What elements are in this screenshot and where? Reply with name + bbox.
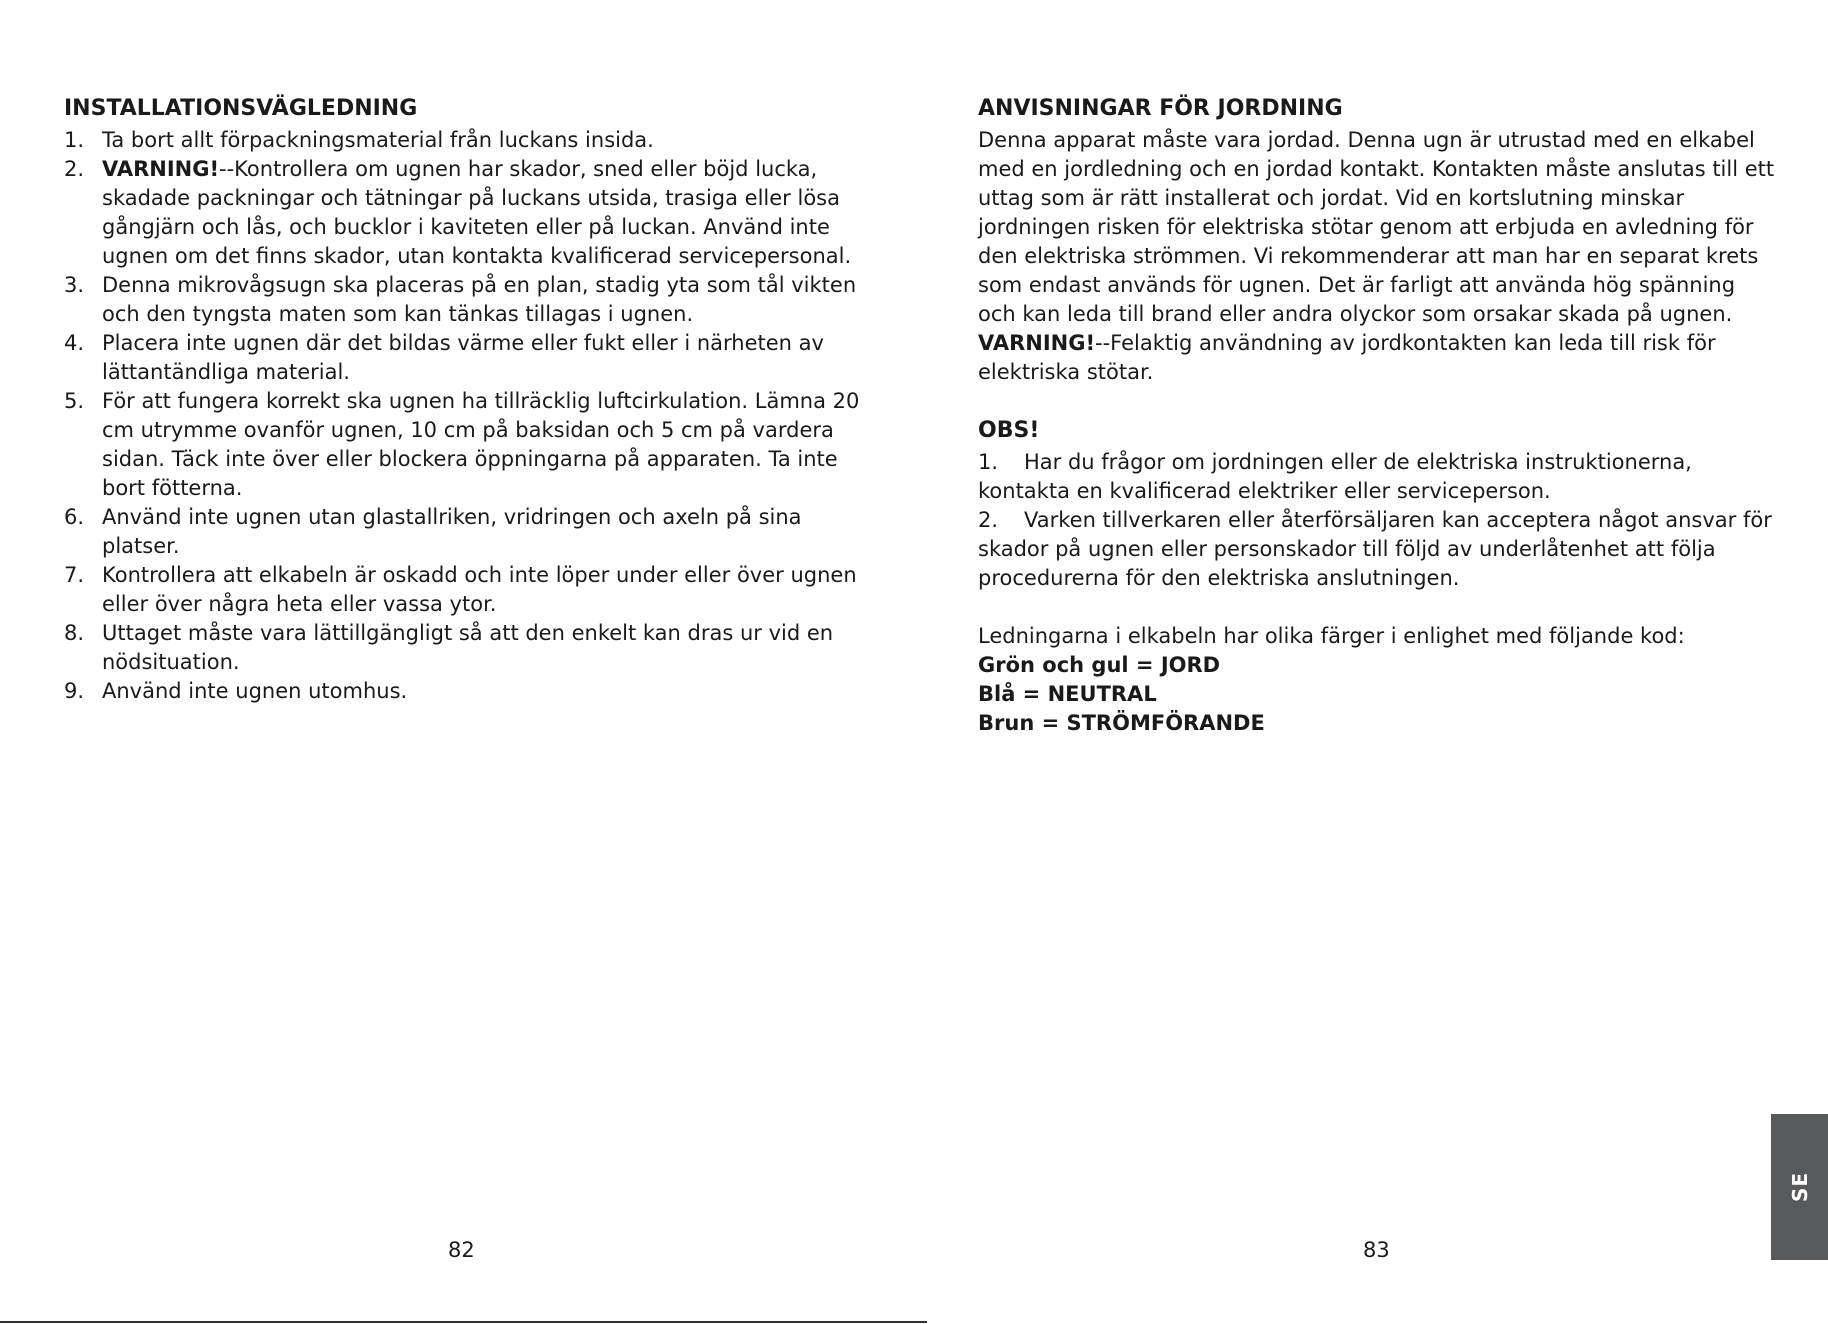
obs-number: 1. bbox=[978, 450, 999, 474]
list-item bbox=[64, 561, 864, 619]
step-number: 1. bbox=[64, 128, 85, 152]
color-code-live: Brun = STRÖMFÖRANDE bbox=[978, 711, 1265, 735]
installation-steps bbox=[64, 126, 864, 706]
right-page bbox=[914, 0, 1828, 1324]
list-item bbox=[64, 126, 864, 155]
installation-guide-section bbox=[64, 94, 864, 706]
step-number: 6. bbox=[64, 505, 85, 529]
language-tab-label: SE bbox=[1787, 1171, 1812, 1203]
warning-label: VARNING! bbox=[978, 331, 1096, 355]
step-text: Denna mikrovågsugn ska placeras på en plan, stadig yta som tål vikten och den tyngsta maten som kan tänkas tillagas i ugnen. bbox=[102, 273, 857, 326]
list-item bbox=[64, 329, 864, 387]
step-text: Använd inte ugnen utomhus. bbox=[102, 679, 408, 703]
step-text: Kontrollera att elkabeln är oskadd och inte löper under eller över ugnen eller över några heta eller vassa ytor. bbox=[102, 563, 857, 616]
grounding-heading: ANVISNINGAR FÖR JORDNING bbox=[978, 96, 1343, 121]
step-text: Använd inte ugnen utan glastallriken, vridringen och axeln på sina platser. bbox=[102, 505, 802, 558]
list-item bbox=[64, 677, 864, 706]
list-item bbox=[978, 448, 1778, 506]
color-code-neutral: Blå = NEUTRAL bbox=[978, 682, 1157, 706]
step-number: 3. bbox=[64, 273, 85, 297]
step-text: Placera inte ugnen där det bildas värme eller fukt eller i närheten av lättantändliga material. bbox=[102, 331, 824, 384]
obs-text: Har du frågor om jordningen eller de elektriska instruktionerna, kontakta en kvalificerad elektriker eller serviceperson. bbox=[978, 450, 1692, 503]
page-number: 83 bbox=[1363, 1238, 1390, 1262]
step-text: Uttaget måste vara lättillgängligt så att den enkelt kan dras ur vid en nödsituation. bbox=[102, 621, 834, 674]
list-item bbox=[64, 271, 864, 329]
obs-heading: OBS! bbox=[978, 418, 1040, 443]
grounding-warning bbox=[978, 329, 1778, 387]
step-number: 8. bbox=[64, 621, 85, 645]
step-number: 4. bbox=[64, 331, 85, 355]
warning-text: --Felaktig användning av jordkontakten kan leda till risk för elektriska stötar. bbox=[978, 331, 1716, 384]
step-text: Ta bort allt förpackningsmaterial från luckans insida. bbox=[102, 128, 654, 152]
warning-label: VARNING! bbox=[102, 157, 220, 181]
installation-heading: INSTALLATIONSVÄGLEDNING bbox=[64, 96, 418, 121]
list-item bbox=[64, 619, 864, 677]
step-text: --Kontrollera om ugnen har skador, sned eller böjd lucka, skadade packningar och tätningar på luckans utsida, trasiga eller lösa gångjärn och lås, och bucklor i kaviteten eller på luckan. Använd inte ugnen om det finns skador, utan kontakta kvalificerad servicepersonal. bbox=[102, 157, 852, 268]
list-item bbox=[978, 506, 1778, 593]
step-text: För att fungera korrekt ska ugnen ha tillräcklig luftcirkulation. Lämna 20 cm utrymme ovanför ugnen, 10 cm på baksidan och 5 cm på vardera sidan. Täck inte över eller blockera öppningarna på apparaten. Ta inte bort fötterna. bbox=[102, 389, 860, 500]
grounding-intro: Denna apparat måste vara jordad. Denna ugn är utrustad med en elkabel med en jordledning och en jordad kontakt. Kontakten måste anslutas till ett uttag som är rätt installerat och jordat. Vid en kortslutning minskar jordningen risken för elektriska stötar genom att erbjuda en avledning för den elektriska strömmen. Vi rekommenderar att man har en separat krets som endast används för ugnen. Det är farligt att använda hög spänning och kan leda till brand eller andra olyckor som orsakar skada på ugnen. bbox=[978, 128, 1775, 326]
step-number: 2. bbox=[64, 157, 85, 181]
obs-number: 2. bbox=[978, 508, 999, 532]
page-number: 82 bbox=[448, 1238, 475, 1262]
step-number: 7. bbox=[64, 563, 85, 587]
list-item bbox=[64, 387, 864, 503]
list-item bbox=[64, 503, 864, 561]
step-number: 9. bbox=[64, 679, 85, 703]
list-item bbox=[64, 155, 864, 271]
bottom-divider bbox=[0, 1321, 927, 1323]
language-tab bbox=[1771, 1114, 1828, 1260]
grounding-section bbox=[978, 94, 1778, 738]
obs-text: Varken tillverkaren eller återförsäljaren kan acceptera något ansvar för skador på ugnen eller personskador till följd av underlåtenhet att följa procedurerna för den elektriska anslutningen. bbox=[978, 508, 1772, 590]
color-code-ground: Grön och gul = JORD bbox=[978, 653, 1221, 677]
step-number: 5. bbox=[64, 389, 85, 413]
color-code-intro: Ledningarna i elkabeln har olika färger i enlighet med följande kod: bbox=[978, 624, 1685, 648]
